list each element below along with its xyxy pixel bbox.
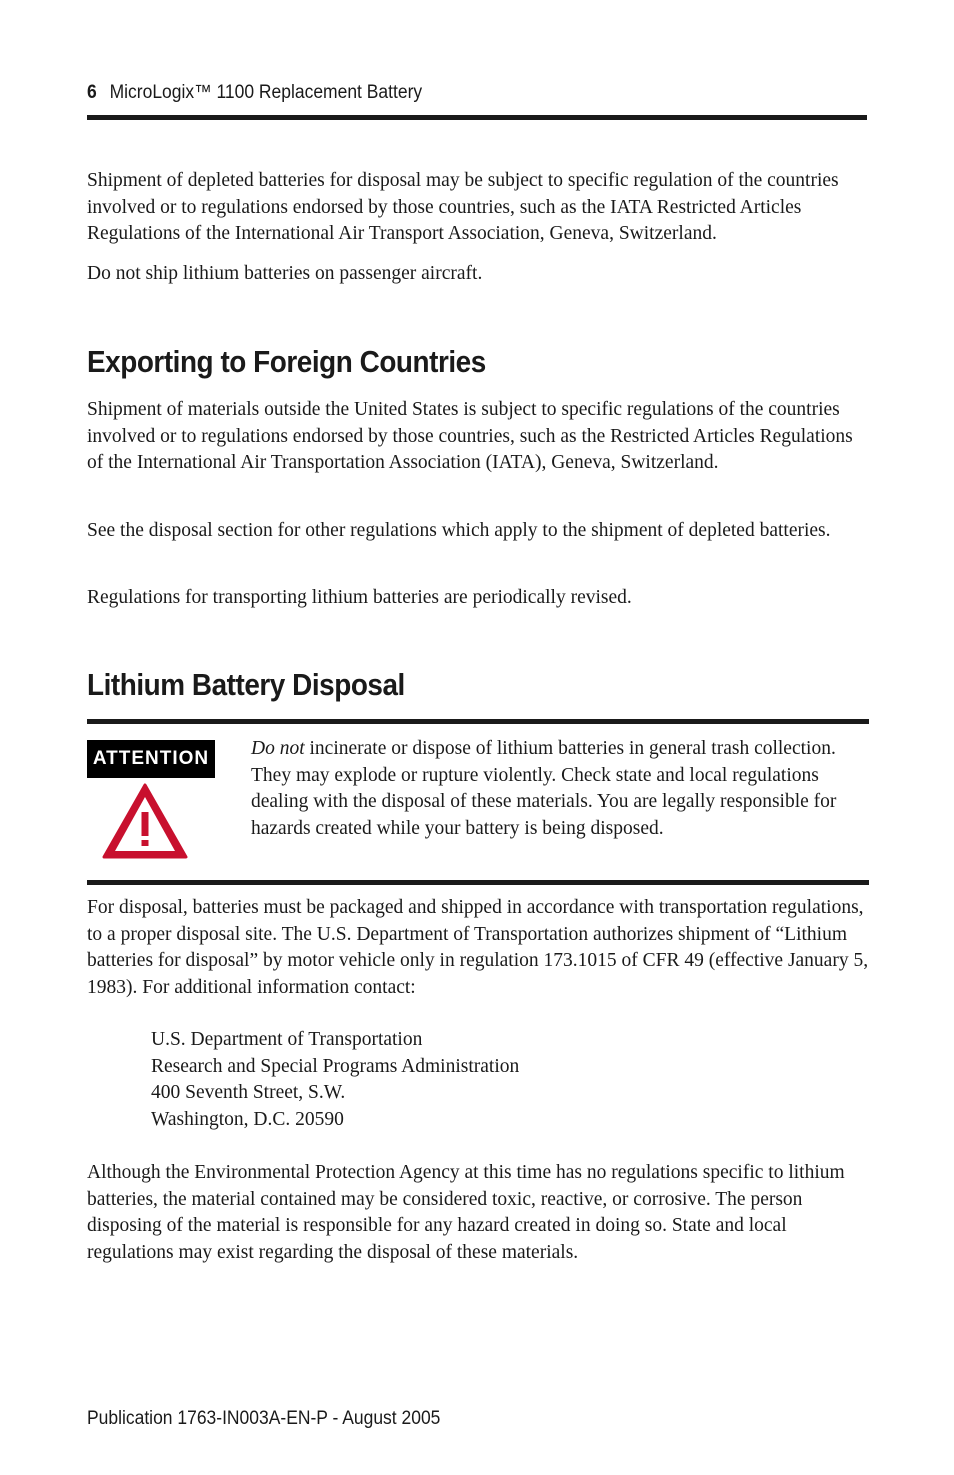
attention-top-rule [87,719,869,724]
disposal-heading: Lithium Battery Disposal [87,667,405,702]
attention-emphasis: Do not [251,738,305,759]
attention-body: incinerate or dispose of lithium batteries in general trash collection. They may explode or rupture violently. Check state and local regulations dealing with the disposal of these materials. You are legally responsible for hazards created while your battery is being disposed. [251,738,837,839]
page-number: 6 [87,82,97,103]
address-line: Washington, D.C. 20590 [151,1108,344,1130]
intro-paragraph-2: Do not ship lithium batteries on passenger aircraft. [87,263,483,284]
warning-triangle-icon [102,782,188,860]
publication-footer: Publication 1763-IN003A-EN-P - August 2005 [87,1408,441,1429]
disposal-paragraph-2: Although the Environmental Protection Agency at this time has no regulations specific to lithium batteries, the material contained may be considered toxic, reactive, or corrosive. The person disposing of the material is responsible for any hazard created in doing so. State and local regulations may exist regarding the disposal of these materials. [87,1162,845,1263]
address-line: 400 Seventh Street, S.W. [151,1082,346,1103]
export-paragraph-3: Regulations for transporting lithium batteries are periodically revised. [87,587,632,608]
export-heading: Exporting to Foreign Countries [87,344,486,379]
header-divider [87,115,867,120]
export-paragraph-2: See the disposal section for other regulations which apply to the shipment of depleted batteries. [87,520,831,541]
disposal-paragraph-1: For disposal, batteries must be packaged and shipped in accordance with transportation regulations, to a proper disposal site. The U.S. Department of Transportation authorizes shipment of “Lithium batteries for disposal” by motor vehicle only in regulation 173.1015 of CFR 49 (effective January 5, 1983). For additional information contact: [87,897,869,998]
address-line: Research and Special Programs Administration [151,1055,520,1077]
attention-badge: ATTENTION [87,740,215,778]
page-header [87,82,422,104]
document-title: MicroLogix™ 1100 Replacement Battery [109,82,423,103]
address-line: U.S. Department of Transportation [151,1029,423,1050]
contact-address [151,1027,519,1133]
attention-bottom-rule [87,880,869,885]
attention-text [251,736,871,842]
intro-paragraph-1: Shipment of depleted batteries for disposal may be subject to specific regulation of the countries involved or to regulations endorsed by those countries, such as the IATA Restricted Articles Regulations of the International Air Transport Association, Geneva, Switzerland. [87,170,839,244]
export-paragraph-1: Shipment of materials outside the United States is subject to specific regulations of the countries involved or to regulations endorsed by those countries, such as the Restricted Articles Regulations of the International Air Transportation Association (IATA), Geneva, Switzerland. [87,399,853,473]
